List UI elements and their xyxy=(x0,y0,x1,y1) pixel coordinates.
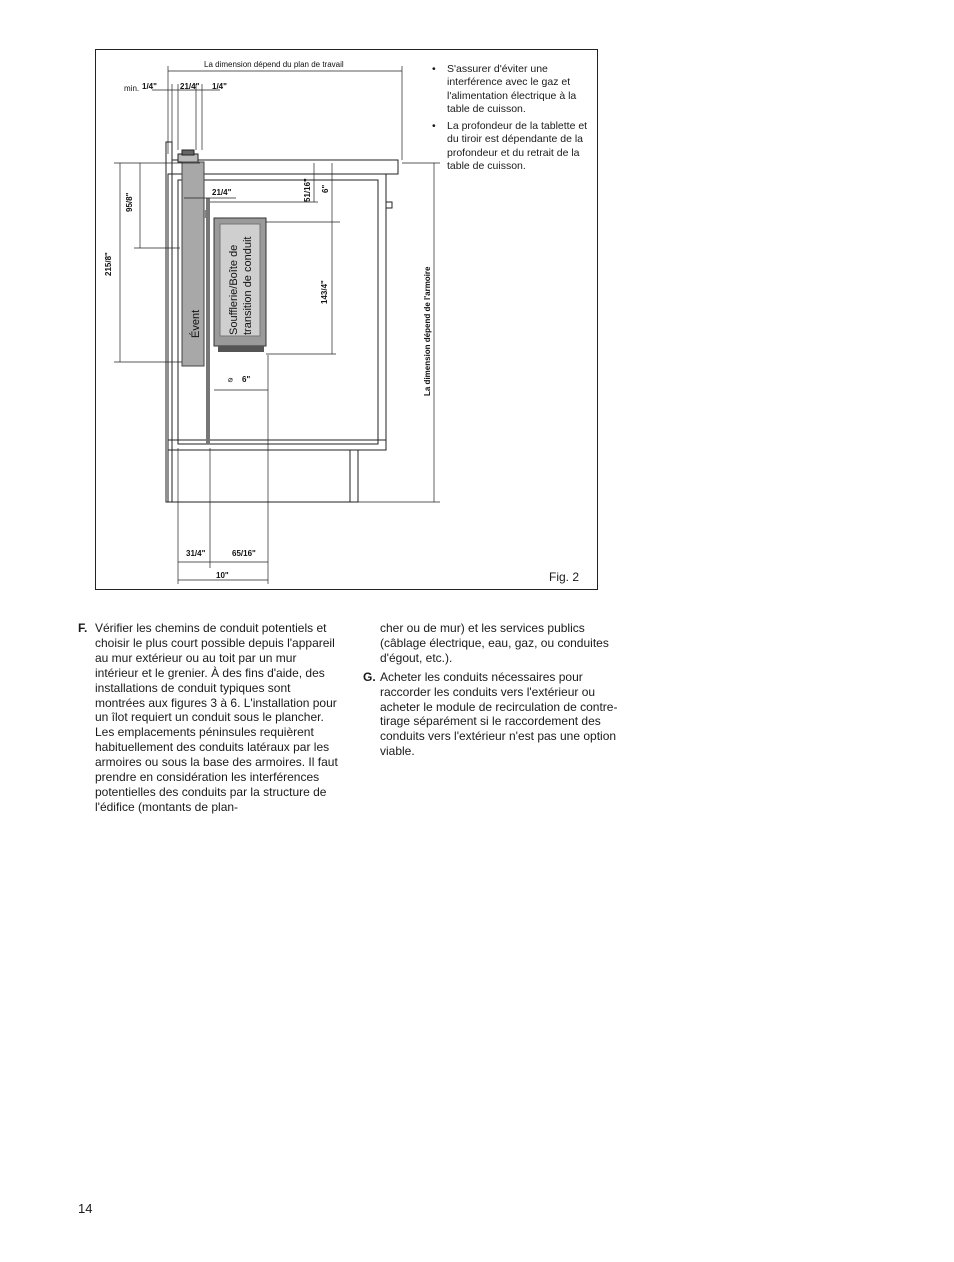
duct-pipe xyxy=(206,198,210,444)
figure-notes xyxy=(429,63,594,177)
min-label: min. xyxy=(124,84,140,93)
step-letter: G. xyxy=(363,669,376,684)
dim-21-5-8: 215/8" xyxy=(104,252,113,276)
note-text: La profondeur de la tablette et du tiroir est dépendante de la profondeur et du retrait de la table de cuisson. xyxy=(447,120,588,173)
countertop xyxy=(172,160,398,174)
dim-9-5-8: 95/8" xyxy=(125,192,134,212)
dim-14-3-4: 143/4" xyxy=(320,280,329,304)
blower-label-1: Soufflerie/Boîte de xyxy=(228,244,240,335)
dim-10: 10" xyxy=(216,571,229,580)
step-f-continuation: cher ou de mur) et les services publics (câblage électrique, eau, gaz, ou conduites d'égout, etc.). xyxy=(380,621,609,665)
blower-label-2: transition de conduit xyxy=(242,236,254,335)
cabinet-dimension-label: La dimension dépend de l'armoire xyxy=(423,266,432,396)
note-item xyxy=(429,63,594,116)
bullet: • xyxy=(432,120,436,133)
left-column xyxy=(78,621,338,815)
figure-2 xyxy=(95,49,598,590)
bullet: • xyxy=(432,63,436,75)
note-text: S'assurer d'éviter une interférence avec le gaz et l'alimentation électrique à la table de cuisson. xyxy=(447,63,577,115)
cabinet-base xyxy=(168,450,358,502)
diameter-symbol: ⌀ xyxy=(228,375,233,384)
dim-quarter-2: 1/4" xyxy=(212,82,227,91)
dim-6: 6" xyxy=(321,184,330,193)
wall-strip xyxy=(166,142,172,502)
dim-3-quarter: 31/4" xyxy=(186,549,206,558)
step-text: Acheter les conduits nécessaires pour raccorder les conduits vers l'extérieur ou acheter le module de recirculation de contre-tirage séparément si le raccordement des conduits vers l'extérieur n'est pas une option viable. xyxy=(380,669,618,759)
dim-6-5-16: 65/16" xyxy=(232,549,256,558)
note-item xyxy=(429,120,594,173)
step-letter: F. xyxy=(78,621,88,635)
vent-label: Évent xyxy=(190,309,202,338)
step-f xyxy=(78,621,338,815)
step-text: Vérifier les chemins de conduit potentiels et choisir le plus court possible depuis l'appareil au mur extérieur ou au toit par un mur intérieur et le grenier. À des fins d'aide, des installations de conduit typiques sont montrées aux figures 3 à 6. L'installation pour un îlot requiert un conduit sous le plancher. Les emplacements péninsules requièrent habituellement des conduits latéraux par les armoires ou sous la base des armoires. Il faut prendre en considération les interférences potentielles des conduits par la structure de l'édifice (montants de plan- xyxy=(95,621,338,814)
dim-2-quarter: 21/4" xyxy=(180,82,200,91)
step-g xyxy=(363,670,621,759)
cabinet-knob xyxy=(386,202,392,208)
page-number: 14 xyxy=(78,1201,93,1216)
dim-quarter-1: 1/4" xyxy=(142,82,157,91)
top-dimension-label: La dimension dépend du plan de travail xyxy=(204,60,344,69)
figure-caption: Fig. 2 xyxy=(548,570,579,584)
dim-5-1-16: 51/16" xyxy=(303,178,312,202)
dim-2-quarter-b: 21/4" xyxy=(212,188,232,197)
right-column xyxy=(363,621,621,759)
diameter-value: 6" xyxy=(242,375,251,384)
